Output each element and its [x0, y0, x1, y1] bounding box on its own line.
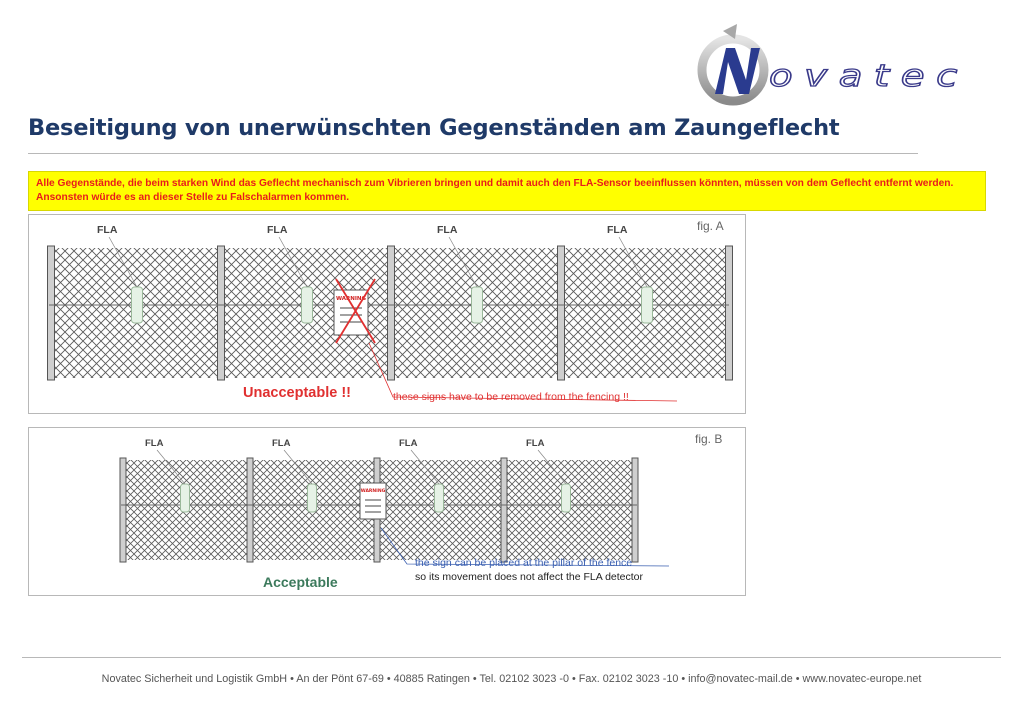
footer-contact: Novatec Sicherheit und Logistik GmbH • An der Pönt 67-69 • 40885 Ratingen • Tel. 02102 3023 -0 • Fax. 02102 3023 -10 • info@novatec-mail.de • www.novatec-europe.net	[101, 673, 922, 685]
fla-label: FLA	[399, 438, 418, 449]
novatec-logo	[693, 22, 983, 114]
fla-label: FLA	[272, 438, 291, 449]
fla-label: FLA	[437, 224, 458, 236]
logo-text: ovatec	[769, 59, 969, 94]
fence-post	[247, 458, 253, 562]
page-title: Beseitigung von unerwünschten Gegenständen am Zaungeflecht	[28, 115, 840, 141]
notice-box	[28, 171, 986, 211]
fla-label: FLA	[145, 438, 164, 449]
warning-sign-at-pillar	[360, 483, 386, 519]
figure-b-drawing	[29, 428, 747, 597]
fence-post	[632, 458, 638, 562]
fence-post	[558, 246, 565, 380]
fla-label: FLA	[607, 224, 628, 236]
fence-post	[218, 246, 225, 380]
figure-a-drawing	[29, 215, 747, 415]
footer-divider	[22, 657, 1001, 658]
notice-text: Alle Gegenstände, die beim starken Wind das Geflecht mechanisch zum Vibrieren bringen und damit auch den FLA-Sensor beeinflussen könnten, müssen von dem Geflecht entfernt werden. Ansonsten würde es an dieser Stelle zu Falschalarmen kommen.	[36, 178, 954, 203]
title-divider	[28, 153, 918, 154]
svg-text:WARNING: WARNING	[335, 296, 367, 302]
pillar-note-line-2: so its movement does not affect the FLA detector	[415, 571, 644, 583]
fence-post	[726, 246, 733, 380]
fla-label: FLA	[526, 438, 545, 449]
fla-label: FLA	[267, 224, 288, 236]
figure-a-panel	[28, 214, 746, 414]
unacceptable-label: Unacceptable !!	[243, 385, 351, 401]
pillar-note-line-1: the sign can be placed at the pillar of the fence	[415, 557, 633, 569]
fence-post	[48, 246, 55, 380]
fence-post	[501, 458, 507, 562]
fig-a-label: fig. A	[697, 219, 724, 233]
svg-text:WARNING: WARNING	[360, 489, 386, 494]
fla-label: FLA	[97, 224, 118, 236]
fig-b-label: fig. B	[695, 432, 723, 446]
figure-b-panel	[28, 427, 746, 596]
fence-post	[120, 458, 126, 562]
acceptable-label: Acceptable	[263, 574, 338, 590]
remove-signs-note: these signs have to be removed from the fencing !!	[393, 391, 629, 403]
fence-post	[388, 246, 395, 380]
